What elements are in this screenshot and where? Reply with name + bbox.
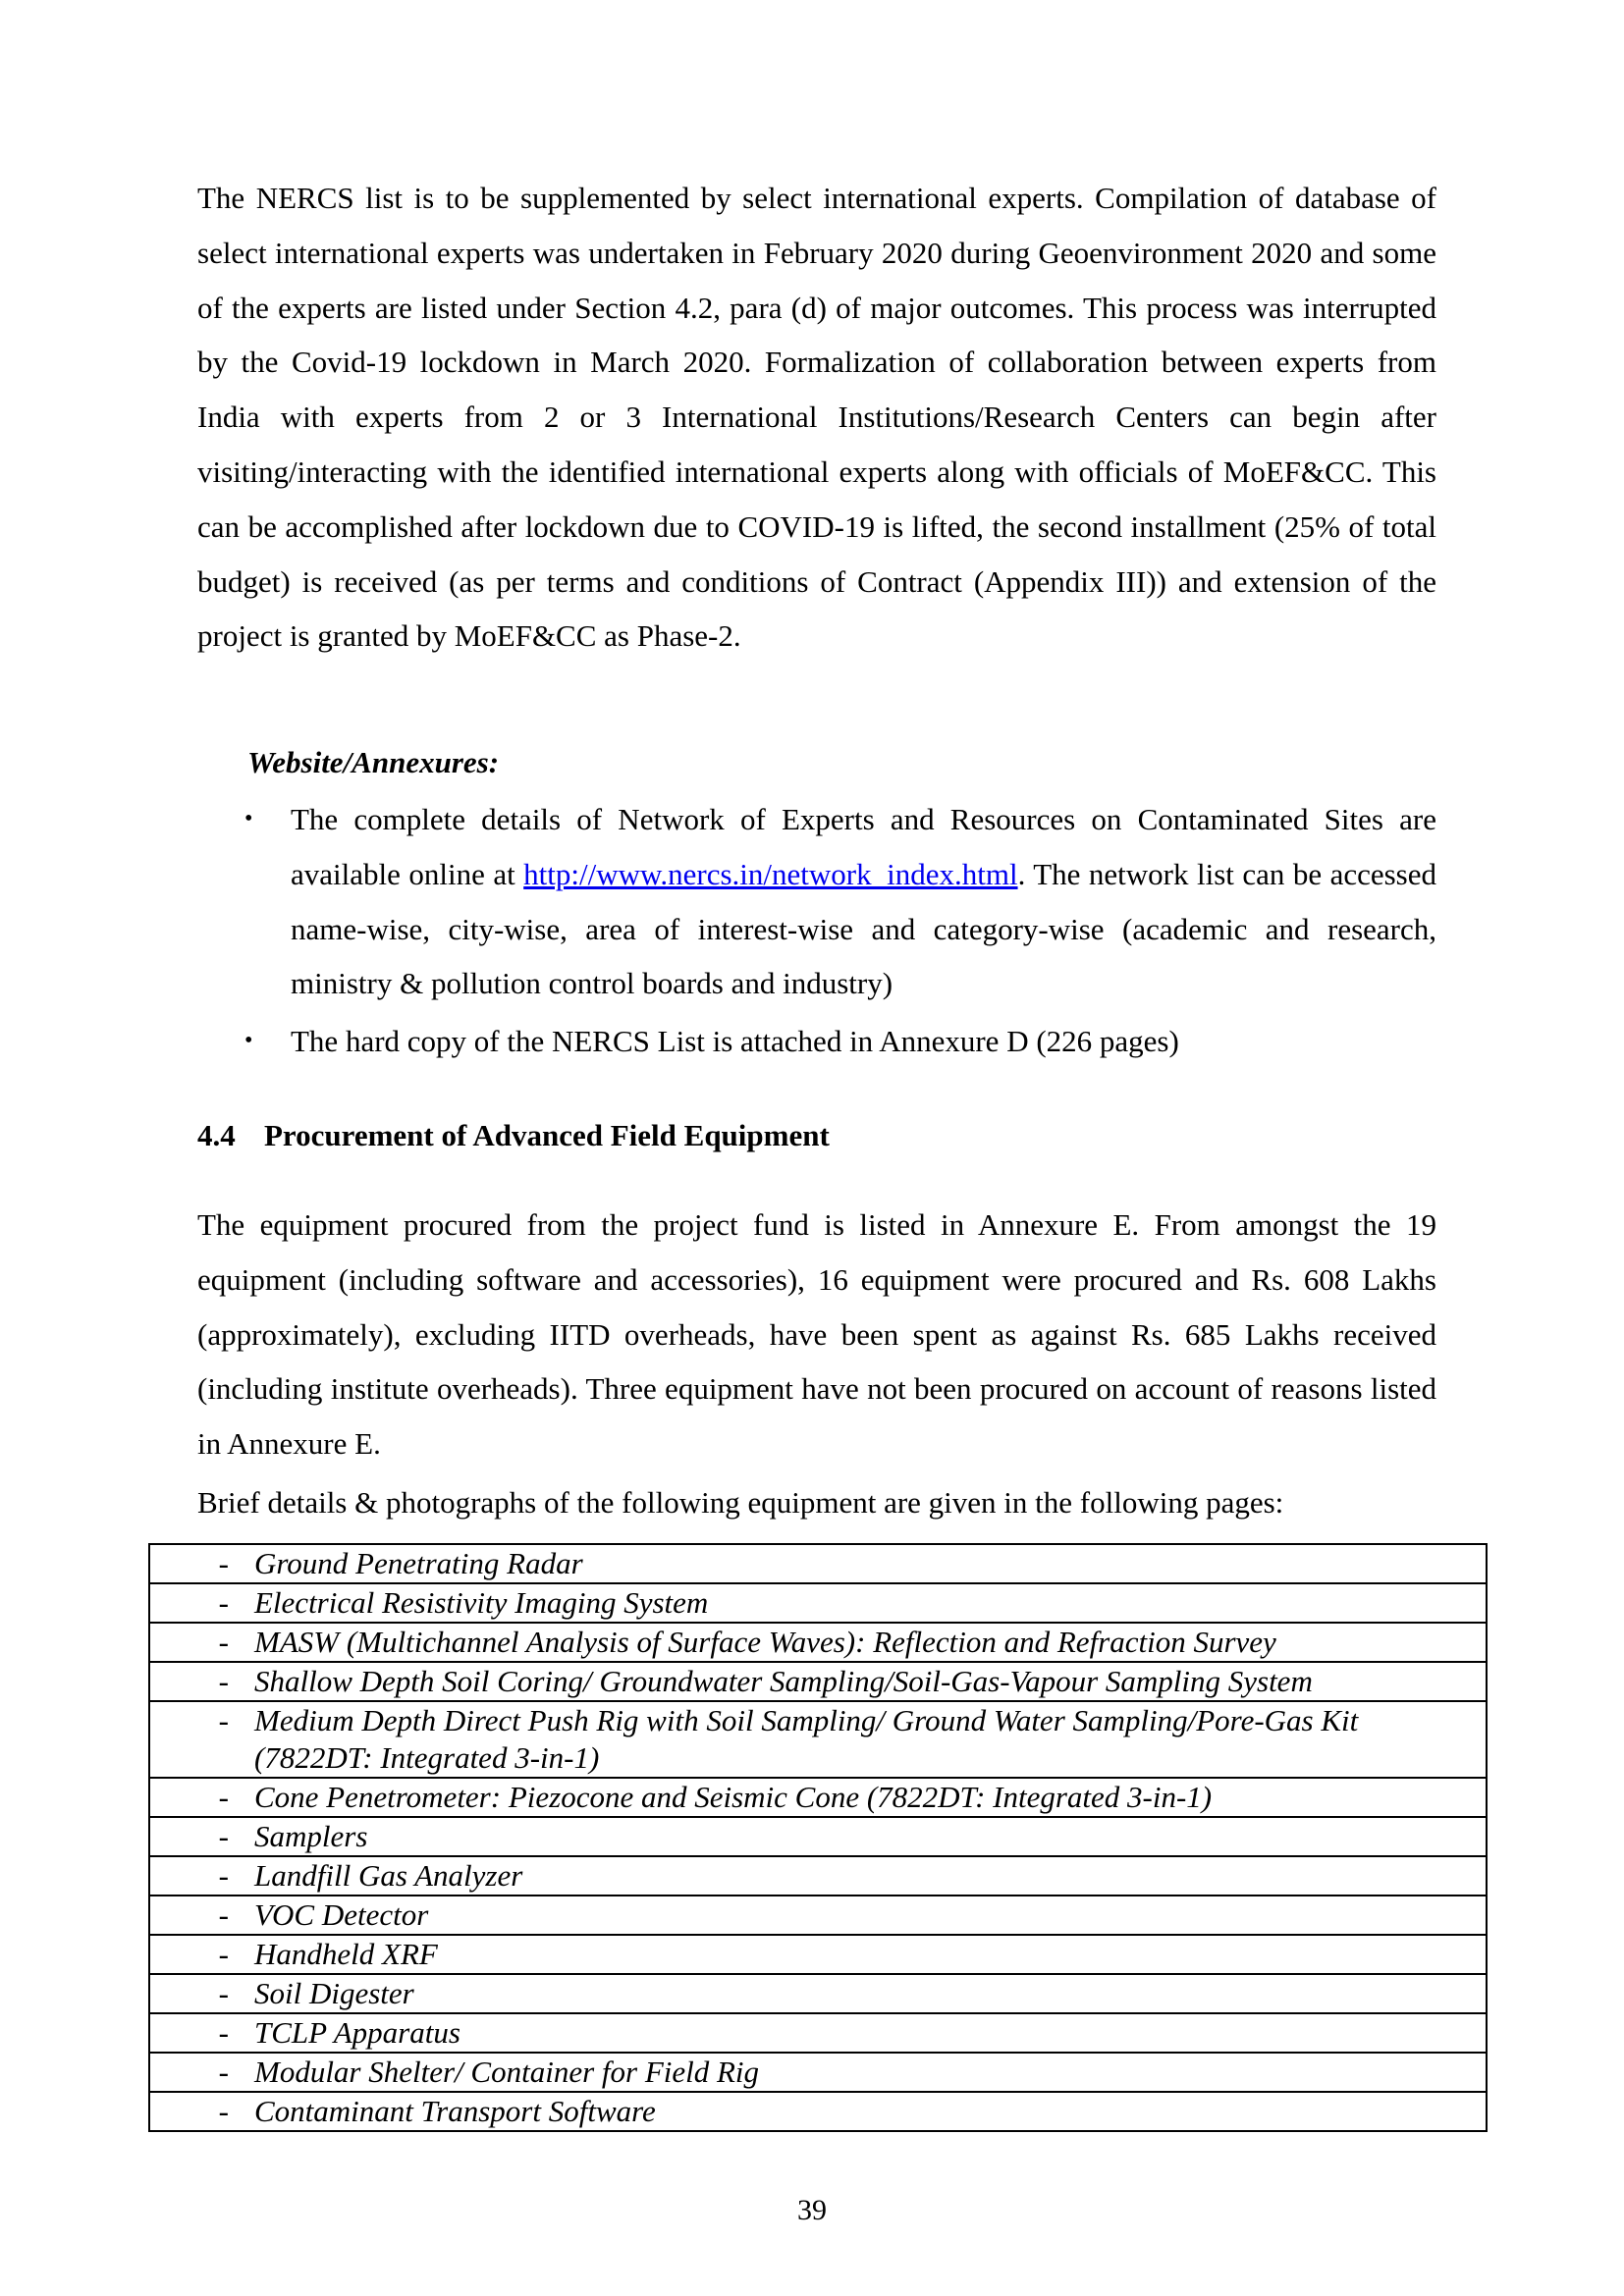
- list-dash: -: [149, 1701, 254, 1778]
- bullet-icon: •: [244, 806, 253, 831]
- list-dash: -: [149, 1896, 254, 1935]
- equipment-row: [149, 1701, 1487, 1778]
- equipment-item: MASW (Multichannel Analysis of Surface Waves): Reflection and Refraction Survey: [254, 1623, 1487, 1662]
- bullet-item-hard-copy: [244, 1014, 1436, 1069]
- equipment-item: Medium Depth Direct Push Rig with Soil Sampling/ Ground Water Sampling/Pore-Gas Kit (7822DT: Integrated 3-in-1): [254, 1701, 1487, 1778]
- equipment-item: Samplers: [254, 1817, 1487, 1856]
- equipment-item: Cone Penetrometer: Piezocone and Seismic Cone (7822DT: Integrated 3-in-1): [254, 1778, 1487, 1817]
- list-dash: -: [149, 1623, 254, 1662]
- equipment-item: Modular Shelter/ Container for Field Rig: [254, 2053, 1487, 2092]
- equipment-row: [149, 1544, 1487, 1583]
- website-bullet-list: [244, 792, 1436, 1072]
- equipment-item: Soil Digester: [254, 1974, 1487, 2013]
- list-dash: -: [149, 1817, 254, 1856]
- equipment-row: [149, 1974, 1487, 2013]
- bullet-text: . The network list can be accessed name-wise, city-wise, area of interest-wise and category-wise (academic and research, ministry & pollution control boards and industry): [291, 856, 1436, 1001]
- section-number: 4.4: [197, 1118, 236, 1152]
- equipment-list-table: [148, 1543, 1488, 2132]
- section-title: Procurement of Advanced Field Equipment: [264, 1118, 830, 1152]
- equipment-item: Ground Penetrating Radar: [254, 1544, 1487, 1583]
- website-annexures-heading: Website/Annexures:: [247, 745, 500, 779]
- equipment-item: Shallow Depth Soil Coring/ Groundwater Sampling/Soil-Gas-Vapour Sampling System: [254, 1662, 1487, 1701]
- equipment-row: [149, 2092, 1487, 2131]
- equipment-row: [149, 2013, 1487, 2053]
- procurement-paragraph: The equipment procured from the project fund is listed in Annexure E. From amongst the 19 equipment (including software and accessories), 16 equipment were procured and Rs. 608 Lakhs (approximately), excluding IITD overheads, have been spent as against Rs. 685 Lakhs received (including institute overheads). Three equipment have not been procured on account of reasons listed in Annexure E.: [197, 1207, 1436, 1462]
- equipment-row: [149, 1817, 1487, 1856]
- equipment-intro-line: Brief details & photographs of the following equipment are given in the following pages:: [197, 1485, 1284, 1520]
- section-heading: [197, 1116, 830, 1155]
- list-dash: -: [149, 1974, 254, 2013]
- bullet-text: The hard copy of the NERCS List is attached in Annexure D (226 pages): [291, 1024, 1179, 1059]
- intro-paragraph: The NERCS list is to be supplemented by select international experts. Compilation of database of select international experts was undertaken in February 2020 during Geoenvironment 2020 and some of the experts are listed under Section 4.2, para (d) of major outcomes. This process was interrupted by the Covid-19 lockdown in March 2020. Formalization of collaboration between experts from India with experts from 2 or 3 International Institutions/Research Centers can begin after visiting/interacting with the identified international experts along with officials of MoEF&CC. This can be accomplished after lockdown due to COVID-19 is lifted, the second installment (25% of total budget) is received (as per terms and conditions of Contract (Appendix III)) and extension of the project is granted by MoEF&CC as Phase-2.: [197, 181, 1436, 654]
- equipment-item: VOC Detector: [254, 1896, 1487, 1935]
- list-dash: -: [149, 1662, 254, 1701]
- page-number: 39: [797, 2194, 827, 2226]
- list-dash: -: [149, 1856, 254, 1896]
- equipment-item: Electrical Resistivity Imaging System: [254, 1583, 1487, 1623]
- equipment-row: [149, 1935, 1487, 1974]
- equipment-row: [149, 1856, 1487, 1896]
- equipment-item: Contaminant Transport Software: [254, 2092, 1487, 2131]
- equipment-row: [149, 1583, 1487, 1623]
- bullet-text: The complete details of Network of Experts and Resources on Contaminated Sites are available online at: [291, 802, 1436, 891]
- nercs-network-link[interactable]: http://www.nercs.in/network_index.html: [523, 856, 1018, 891]
- bullet-item-online-details: [244, 792, 1436, 1011]
- equipment-item: TCLP Apparatus: [254, 2013, 1487, 2053]
- list-dash: -: [149, 1544, 254, 1583]
- equipment-row: [149, 1662, 1487, 1701]
- equipment-row: [149, 1623, 1487, 1662]
- list-dash: -: [149, 1778, 254, 1817]
- list-dash: -: [149, 2013, 254, 2053]
- list-dash: -: [149, 2092, 254, 2131]
- list-dash: -: [149, 2053, 254, 2092]
- list-dash: -: [149, 1583, 254, 1623]
- equipment-row: [149, 1896, 1487, 1935]
- equipment-row: [149, 2053, 1487, 2092]
- equipment-row: [149, 1778, 1487, 1817]
- list-dash: -: [149, 1935, 254, 1974]
- equipment-item: Landfill Gas Analyzer: [254, 1856, 1487, 1896]
- equipment-item: Handheld XRF: [254, 1935, 1487, 1974]
- bullet-icon: •: [244, 1028, 253, 1054]
